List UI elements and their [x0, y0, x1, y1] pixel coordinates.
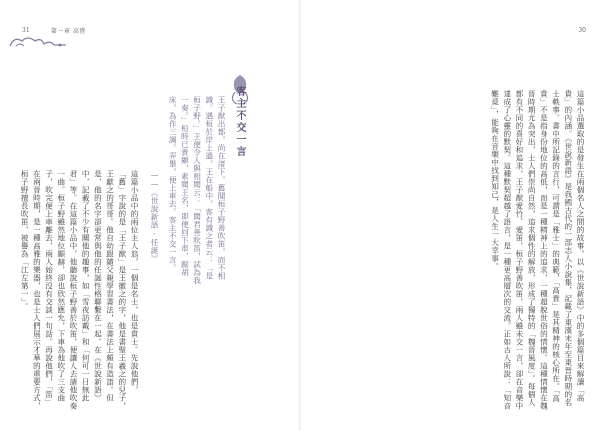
right-body-text: 這篇小品選取的是發生在兩個名人之間的故事，以《世說新語》中的多個篇目來解讀「高貴」的內涵。《世說新語》是我國古代的一部志人小說集，記載了東漢末年至東晉時期的名士軼事。書中所記錄的言行，可謂是「雅士」的典範，「高貴」是其精神的核心所在。「高貴」不是指身份地位的高低，而是一種精神上的追求，一種超脫世俗的情懷。這種情懷在魏晉時期尤為突出，士人們崇尚自然，追求個性的解放，形成了獨特的「魏晉風度」。每個人都有不同的喜好和追求，王子猷愛竹、愛笛，桓子野善吹笛，兩人雖未交一言，卻在音樂中達成了心靈的默契。這種默契超越了語言，是一種更高層次的交流。正如古人所說：「知音難覓」，能夠在音樂中找到知己，是人生一大幸事。 — [490, 90, 585, 410]
page-number-right: 30 — [578, 27, 586, 34]
cloud-ornament-icon — [8, 34, 68, 50]
classic-source: ——《世說新語·任誕》 — [150, 170, 159, 263]
book-gutter — [299, 0, 301, 431]
classic-text: 王子猷出都，尚在渚下。舊聞桓子野善吹笛，而不相識。遇桓於岸上過，王在船中，客有識之者云：「是桓子野。」王便令人與相聞云：「聞君善吹笛，試為我一奏。」桓時已貴顯，素聞王名，即便回下車，踞胡床，為作三調。弄畢，便上車去。客主不交一言。 — [168, 96, 226, 285]
section-title: 客主不交一言 — [234, 86, 245, 158]
chapter-label: 第一章 高貴 — [51, 28, 86, 35]
commentary-text: 這篇小品中的兩位主人翁，一個是名士，也是貴士。先說他們，「舊」字說的是「王子猷」是王徽之的字，他是書聖王羲之的兒子，王獻之的哥哥。他自幼跟隨父親學習書法，在書法上頗有造詣。但是，他的名字卻更常與他的任誕性格聯繫在一起。在《世說新語》中，記載了不少有關他的趣事，如「雪夜訪戴」和「何可一日無此君」等。在這篇小品中，他聽說桓子野善於吹笛，便讓人去請他吹奏一曲。桓子野雖然地位顯赫，卻也欣然應允，下車為他吹了三支曲子，吹完便上車離去，兩人始終沒有交談一句話。再說他們，「笛」在兩晉時期，是一種高雅的樂器，也是士人們展示才華的重要方式，桓子野擅長吹笛，被譽為「江左第一」。 — [20, 170, 139, 410]
page-number-left: 31 — [22, 27, 30, 34]
section-title-block — [232, 86, 247, 162]
